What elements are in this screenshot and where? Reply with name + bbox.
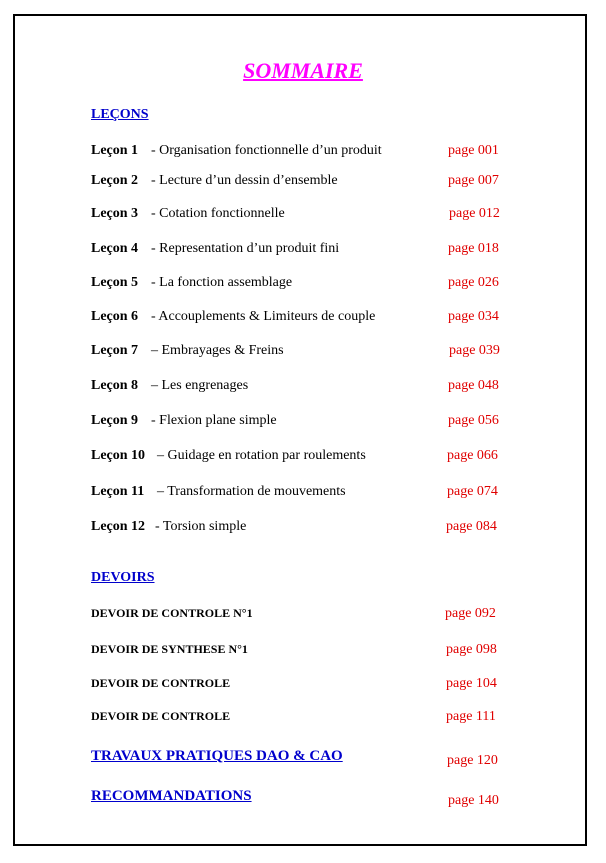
page-number: page 104	[446, 676, 497, 691]
lesson-label: Leçon 2	[91, 173, 139, 188]
lesson-label: Leçon 12	[91, 519, 146, 534]
lesson-title: - Torsion simple	[155, 519, 247, 534]
lesson-title: - La fonction assemblage	[151, 275, 293, 290]
devoir-label: DEVOIR DE CONTROLE N°1	[91, 606, 253, 620]
toc-row-lecon-12[interactable]	[91, 519, 521, 539]
lesson-title: - Accouplements & Limiteurs de couple	[151, 309, 376, 324]
lesson-label: Leçon 8	[91, 378, 139, 393]
toc-row-lecon-6[interactable]	[91, 309, 521, 329]
section-heading-recommandations: RECOMMANDATIONS	[91, 788, 252, 804]
page-number: page 140	[448, 793, 499, 808]
page-number: page 120	[447, 753, 498, 768]
lesson-title: – Les engrenages	[151, 378, 249, 393]
lesson-label: Leçon 5	[91, 275, 139, 290]
page-number: page 098	[446, 642, 497, 657]
page-title: SOMMAIRE	[243, 58, 363, 83]
page-number: page 039	[449, 343, 500, 358]
toc-row-lecon-9[interactable]	[91, 413, 521, 433]
lesson-label: Leçon 1	[91, 143, 139, 158]
lesson-label: Leçon 3	[91, 206, 139, 221]
page-number: page 018	[448, 241, 499, 256]
lesson-label: Leçon 10	[91, 448, 146, 463]
page-number: page 111	[446, 709, 496, 724]
toc-row-lecon-5[interactable]	[91, 275, 521, 295]
devoir-label: DEVOIR DE CONTROLE	[91, 676, 231, 690]
toc-row-lecon-7[interactable]	[91, 343, 521, 363]
toc-row-recommandations[interactable]	[91, 788, 521, 808]
toc-row-lecon-1[interactable]	[91, 143, 521, 163]
devoir-label: DEVOIR DE SYNTHESE N°1	[91, 642, 248, 656]
lesson-title: - Representation d’un produit fini	[151, 241, 340, 256]
lesson-title: - Flexion plane simple	[151, 413, 277, 428]
page-number: page 092	[445, 606, 496, 621]
toc-row-devoir-3[interactable]	[91, 676, 521, 696]
lesson-label: Leçon 11	[91, 484, 145, 499]
page-number: page 001	[448, 143, 499, 158]
toc-row-devoir-4[interactable]	[91, 709, 521, 729]
section-heading-devoirs[interactable]: DEVOIRS	[91, 570, 155, 585]
toc-row-lecon-2[interactable]	[91, 173, 521, 193]
page-number: page 074	[447, 484, 498, 499]
page-number: page 026	[448, 275, 499, 290]
page-number: page 007	[448, 173, 499, 188]
page-number: page 056	[448, 413, 499, 428]
lesson-title: - Cotation fonctionnelle	[151, 206, 285, 221]
lesson-title: – Transformation de mouvements	[157, 484, 346, 499]
toc-row-lecon-10[interactable]	[91, 448, 521, 468]
lesson-title: – Guidage en rotation par roulements	[157, 448, 366, 463]
page-number: page 084	[446, 519, 497, 534]
page-number: page 066	[447, 448, 498, 463]
toc-row-devoir-2[interactable]	[91, 642, 521, 662]
page-number: page 048	[448, 378, 499, 393]
toc-row-lecon-4[interactable]	[91, 241, 521, 261]
lesson-label: Leçon 7	[91, 343, 139, 358]
section-heading-lecons[interactable]: LEÇONS	[91, 107, 149, 122]
lesson-label: Leçon 6	[91, 309, 139, 324]
devoir-label: DEVOIR DE CONTROLE	[91, 709, 231, 723]
lesson-title: – Embrayages & Freins	[151, 343, 284, 358]
toc-row-lecon-8[interactable]	[91, 378, 521, 398]
page-number: page 034	[448, 309, 499, 324]
lesson-title: - Organisation fonctionnelle d’un produit	[151, 143, 382, 158]
page-number: page 012	[449, 206, 500, 221]
toc-row-travaux-pratiques[interactable]	[91, 748, 521, 768]
toc-row-devoir-1[interactable]	[91, 606, 521, 626]
toc-row-lecon-3[interactable]	[91, 206, 521, 226]
toc-row-lecon-11[interactable]	[91, 484, 521, 504]
lesson-label: Leçon 9	[91, 413, 139, 428]
section-heading-travaux-pratiques: TRAVAUX PRATIQUES DAO & CAO	[91, 748, 343, 764]
lesson-title: - Lecture d’un dessin d’ensemble	[151, 173, 338, 188]
lesson-label: Leçon 4	[91, 241, 139, 256]
